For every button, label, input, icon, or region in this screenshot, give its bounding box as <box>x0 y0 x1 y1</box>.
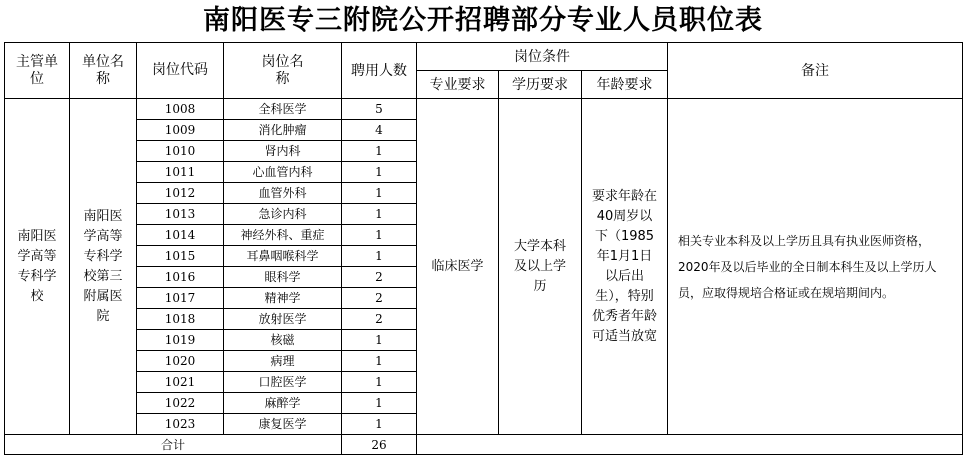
post-cell: 血管外科 <box>224 183 342 204</box>
post-cell: 口腔医学 <box>224 372 342 393</box>
post-cell: 眼科学 <box>224 267 342 288</box>
post-cell: 消化肿瘤 <box>224 120 342 141</box>
header-dept: 主管单位 <box>5 43 70 99</box>
age-cell: 要求年龄在40周岁以下（1985年1月1日以后出生），特别优秀者年龄可适当放宽 <box>582 99 668 435</box>
total-value: 26 <box>342 435 417 455</box>
post-cell: 麻醉学 <box>224 393 342 414</box>
count-cell: 1 <box>342 183 417 204</box>
header-conditions: 岗位条件 <box>417 43 668 71</box>
code-cell: 1015 <box>137 246 224 267</box>
count-cell: 1 <box>342 393 417 414</box>
recruitment-table <box>4 42 963 455</box>
count-cell: 1 <box>342 225 417 246</box>
page-title: 南阳医专三附院公开招聘部分专业人员职位表 <box>203 5 763 36</box>
remark-cell: 相关专业本科及以上学历且具有执业医师资格，2020年及以后毕业的全日制本科生及以上学历人员，应取得规培合格证或在规培期间内。 <box>668 99 963 435</box>
code-cell: 1023 <box>137 414 224 435</box>
code-cell: 1017 <box>137 288 224 309</box>
count-cell: 1 <box>342 351 417 372</box>
post-cell: 心血管内科 <box>224 162 342 183</box>
edu-cell: 大学本科及以上学历 <box>499 99 582 435</box>
count-cell: 1 <box>342 330 417 351</box>
count-cell: 1 <box>342 246 417 267</box>
count-cell: 2 <box>342 288 417 309</box>
header-code: 岗位代码 <box>137 43 224 99</box>
post-cell: 放射医学 <box>224 309 342 330</box>
count-cell: 2 <box>342 267 417 288</box>
count-cell: 5 <box>342 99 417 120</box>
code-cell: 1019 <box>137 330 224 351</box>
count-cell: 2 <box>342 309 417 330</box>
header-major: 专业要求 <box>417 71 499 99</box>
count-cell: 1 <box>342 414 417 435</box>
table-row <box>5 99 963 120</box>
code-cell: 1008 <box>137 99 224 120</box>
dept-cell: 南阳医学高等专科学校 <box>5 99 70 435</box>
post-cell: 神经外科、重症 <box>224 225 342 246</box>
header-post: 岗位名称 <box>224 43 342 99</box>
code-cell: 1014 <box>137 225 224 246</box>
major-cell: 临床医学 <box>417 99 499 435</box>
post-cell: 康复医学 <box>224 414 342 435</box>
header-remark: 备注 <box>668 43 963 99</box>
post-cell: 肾内科 <box>224 141 342 162</box>
code-cell: 1016 <box>137 267 224 288</box>
post-cell: 耳鼻咽喉科学 <box>224 246 342 267</box>
code-cell: 1020 <box>137 351 224 372</box>
header-edu: 学历要求 <box>499 71 582 99</box>
post-cell: 全科医学 <box>224 99 342 120</box>
count-cell: 1 <box>342 372 417 393</box>
post-cell: 急诊内科 <box>224 204 342 225</box>
count-cell: 1 <box>342 204 417 225</box>
code-cell: 1010 <box>137 141 224 162</box>
count-cell: 4 <box>342 120 417 141</box>
code-cell: 1013 <box>137 204 224 225</box>
code-cell: 1018 <box>137 309 224 330</box>
count-cell: 1 <box>342 141 417 162</box>
header-age: 年龄要求 <box>582 71 668 99</box>
post-cell: 精神学 <box>224 288 342 309</box>
code-cell: 1022 <box>137 393 224 414</box>
code-cell: 1009 <box>137 120 224 141</box>
header-unit: 单位名称 <box>70 43 137 99</box>
header-count: 聘用人数 <box>342 43 417 99</box>
unit-cell: 南阳医学高等专科学校第三附属医院 <box>70 99 137 435</box>
post-cell: 病理 <box>224 351 342 372</box>
total-label: 合计 <box>5 435 342 455</box>
code-cell: 1012 <box>137 183 224 204</box>
count-cell: 1 <box>342 162 417 183</box>
post-cell: 核磁 <box>224 330 342 351</box>
code-cell: 1011 <box>137 162 224 183</box>
code-cell: 1021 <box>137 372 224 393</box>
